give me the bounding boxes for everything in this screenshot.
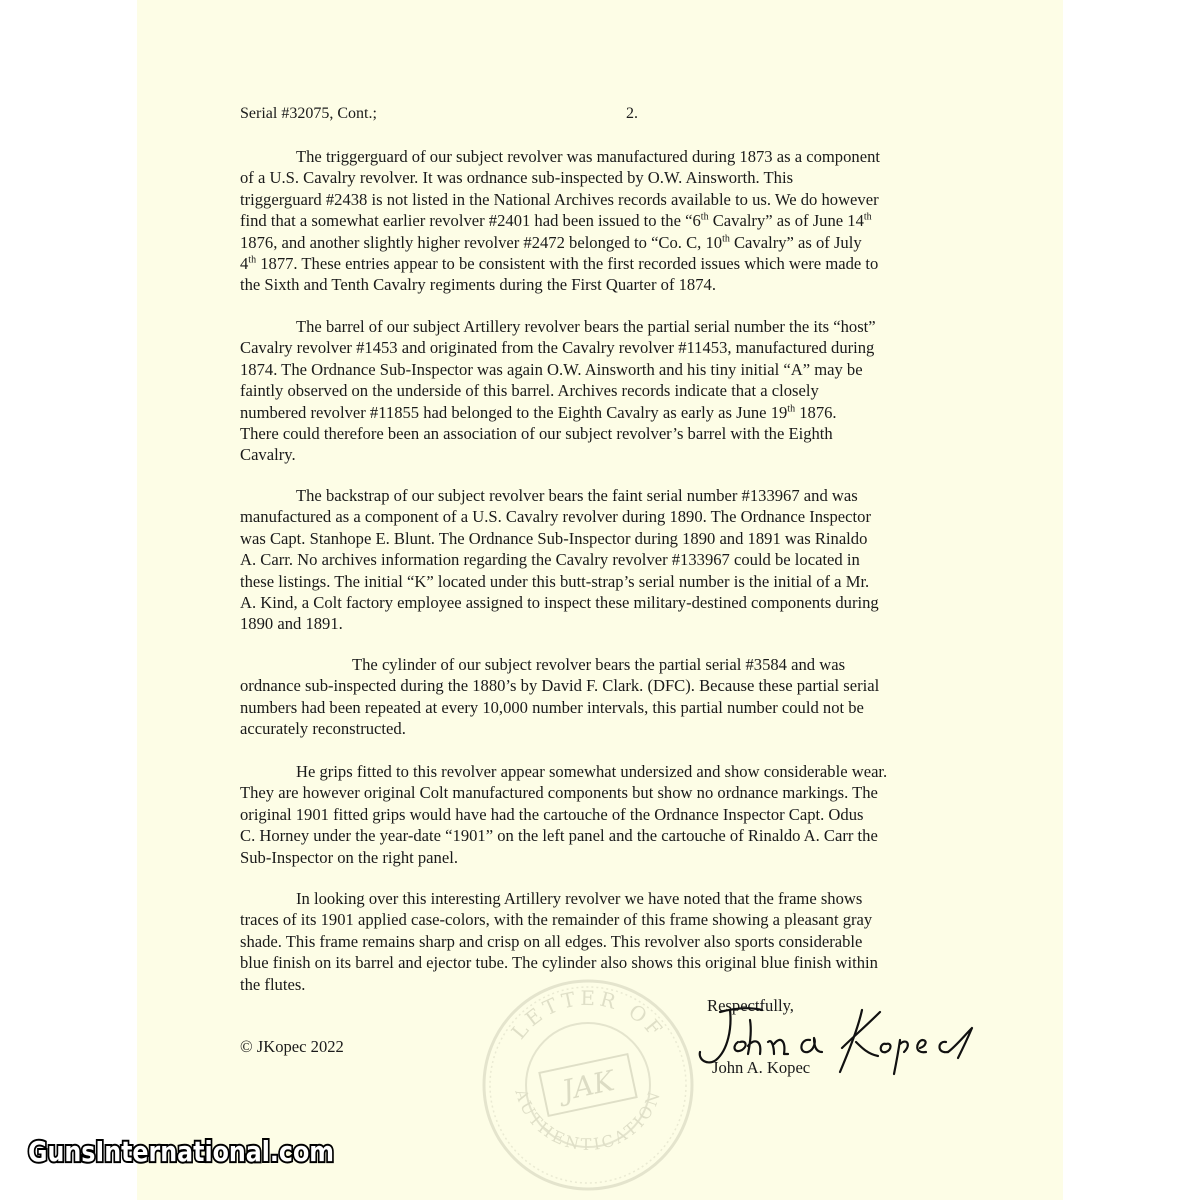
paragraph-line: There could therefore been an association of our subject revolver’s barrel with the Eighth — [240, 424, 833, 444]
paragraph-backstrap — [240, 485, 960, 635]
letter-header: Serial #32075, Cont.; — [240, 105, 377, 122]
paragraph-line: these listings. The initial “K” located under this butt-strap’s serial number is the initial of a Mr. — [240, 571, 870, 591]
paragraph-line: A. Kind, a Colt factory employee assigned to inspect these military-destined components during — [240, 593, 879, 613]
embossed-seal-icon — [478, 975, 698, 1195]
svg-text:LETTER OF — [506, 986, 669, 1044]
paragraph-line: numbered revolver #11855 had belonged to the Eighth Cavalry as early as June 19th 1876. — [240, 402, 837, 422]
site-watermark-logo — [20, 1125, 340, 1175]
seal-top-text: LETTER OF — [506, 985, 670, 1044]
paragraph-line: numbers had been repeated at every 10,000 number intervals, this partial number could not be — [240, 697, 864, 717]
paragraph-line: 1890 and 1891. — [240, 614, 343, 634]
copyright-notice: © JKopec 2022 — [240, 1037, 344, 1056]
paragraph-line: He grips fitted to this revolver appear somewhat undersized and show considerable wear. — [296, 762, 888, 781]
paragraph-line: triggerguard #2438 is not listed in the National Archives records available to us. We do however — [240, 189, 879, 209]
paragraph-line: Cavalry. — [240, 445, 296, 465]
paragraph-line: shade. This frame remains sharp and crisp on all edges. This revolver also sports considerable — [240, 931, 863, 951]
page-number: 2. — [626, 105, 638, 122]
paragraph-line: the flutes. — [240, 974, 306, 994]
paragraph-line: find that a somewhat earlier revolver #2401 had been issued to the “6th Cavalry” as of June 14th — [240, 211, 872, 231]
paragraph-line: ordnance sub-inspected during the 1880’s by David F. Clark. (DFC). Because these partial serial — [240, 676, 880, 696]
paragraph-line: A. Carr. No archives information regarding the Cavalry revolver #133967 could be located in — [240, 550, 860, 570]
paragraph-triggerguard — [240, 146, 960, 296]
paragraph-line: The barrel of our subject Artillery revolver bears the partial serial number the its “host” — [296, 317, 876, 336]
seal-bottom-text: AUTHENTICATION — [511, 1086, 665, 1154]
paragraph-line: The backstrap of our subject revolver bears the faint serial number #133967 and was — [296, 486, 858, 505]
closing-salutation: Respectfully, — [707, 996, 794, 1015]
paragraph-barrel — [240, 316, 960, 466]
seal-monogram: JAK — [559, 1063, 618, 1108]
paragraph-line: C. Horney under the year-date “1901” on the left panel and the cartouche of Rinaldo A. Carr the — [240, 826, 878, 846]
paragraph-line: The triggerguard of our subject revolver was manufactured during 1873 as a component — [296, 147, 880, 166]
paragraph-line: 1876, and another slightly higher revolver #2472 belonged to “Co. C, 10th Cavalry” as of July — [240, 232, 862, 252]
paragraph-line: original 1901 fitted grips would have had the cartouche of the Ordnance Inspector Capt. Odus — [240, 804, 864, 824]
paragraph-line: accurately reconstructed. — [240, 719, 406, 739]
paragraph-line: 4th 1877. These entries appear to be consistent with the first recorded issues which were made to — [240, 254, 879, 274]
paragraph-grips — [240, 761, 960, 868]
paragraph-line: manufactured as a component of a U.S. Cavalry revolver during 1890. The Ordnance Inspector — [240, 507, 871, 527]
paragraph-line: of a U.S. Cavalry revolver. It was ordnance sub-inspected by O.W. Ainsworth. This — [240, 168, 794, 188]
paragraph-line: the Sixth and Tenth Cavalry regiments during the First Quarter of 1874. — [240, 275, 716, 295]
paragraph-line: Cavalry revolver #1453 and originated from the Cavalry revolver #11453, manufactured during — [240, 338, 875, 358]
paragraph-line: Sub-Inspector on the right panel. — [240, 847, 458, 867]
paragraph-line: The cylinder of our subject revolver bears the partial serial #3584 and was — [352, 655, 846, 674]
signatory-name: John A. Kopec — [712, 1058, 811, 1077]
paragraph-line: traces of its 1901 applied case-colors, with the remainder of this frame showing a pleasant gray — [240, 910, 873, 930]
paragraph-line: faintly observed on the underside of this barrel. Archives records indicate that a closely — [240, 381, 819, 401]
paragraph-line: blue finish on its barrel and ejector tube. The cylinder also shows this original blue finish within — [240, 953, 878, 973]
watermark-text: GunsInternational.com — [28, 1135, 334, 1168]
paragraph-line: They are however original Colt manufactured components but show no ordnance markings. The — [240, 783, 878, 803]
paragraph-line: In looking over this interesting Artillery revolver we have noted that the frame shows — [296, 889, 863, 908]
paragraph-line: was Capt. Stanhope E. Blunt. The Ordnance Sub-Inspector during 1890 and 1891 was Rinaldo — [240, 528, 868, 548]
paragraph-cylinder — [240, 654, 960, 740]
paragraph-line: 1874. The Ordnance Sub-Inspector was again O.W. Ainsworth and his tiny initial “A” may be — [240, 359, 863, 379]
